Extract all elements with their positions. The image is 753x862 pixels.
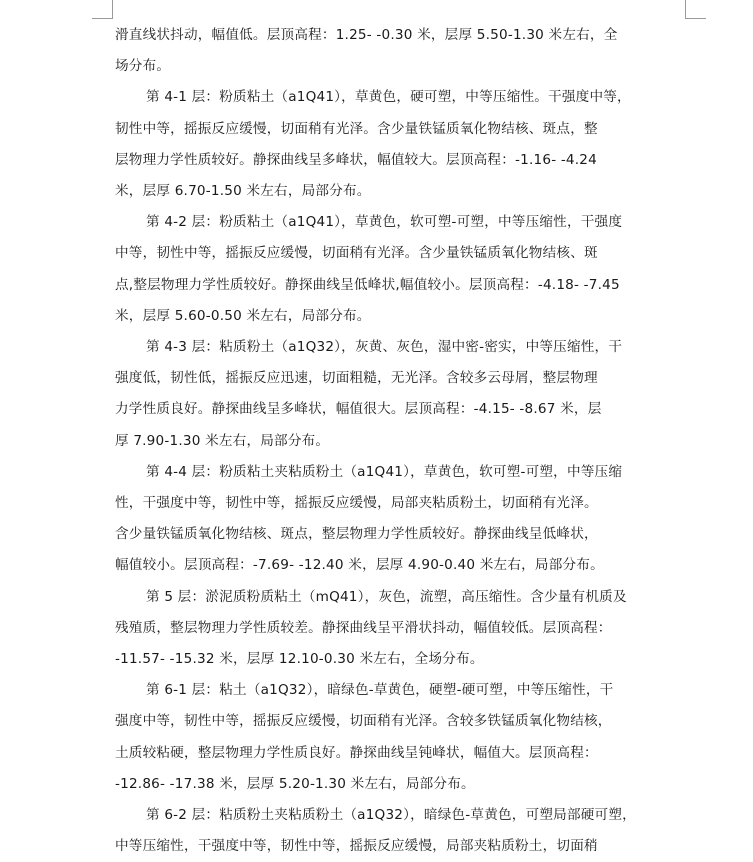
text-line: 第 6-2 层：粘质粉土夹粘质粉土（a1Q32），暗绿色-草黄色，可塑局部硬可塑， [146,807,636,824]
text-line: 第 4-3 层：粘质粉土（a1Q32），灰黄、灰色，湿中密-密实，中等压缩性，干 [146,339,623,356]
text-line: 滑直线状抖动，幅值低。层顶高程：1.25- -0.30 米，层厚 5.50-1.30 米左右，全 [115,27,618,43]
text-line: 性，干强度中等，韧性中等，摇振反应缓慢，局部夹粘质粉土，切面稍有光泽。 [115,495,598,512]
text-line: 中等，韧性中等，摇振反应缓慢，切面稍有光泽。含少量铁锰质氧化物结核、斑 [115,245,598,262]
paragraph [115,207,689,332]
text-line: 力学性质良好。静探曲线呈多峰状，幅值很大。层顶高程：-4.15- -8.67 米，层 [115,401,602,418]
text-line: 第 6-1 层：粘土（a1Q32），暗绿色-草黄色，硬塑-硬可塑，中等压缩性，干 [146,682,614,699]
text-line: 第 4-4 层：粉质粘土夹粘质粉土（a1Q41），草黄色，软可塑-可塑，中等压缩 [146,463,623,480]
text-line: 第 4-1 层：粉质粘土（a1Q41），草黄色，硬可塑，中等压缩性。干强度中等， [146,89,631,106]
text-line: 土质较粘硬，整层物理力学性质良好。静探曲线呈钝峰状，幅值大。层顶高程： [115,744,598,761]
paragraph [115,582,689,676]
text-line: 含少量铁锰质氧化物结核、斑点，整层物理力学性质较好。静探曲线呈低峰状， [115,526,598,543]
text-line: 幅值较小。层顶高程：-7.69- -12.40 米，层厚 4.90-0.40 米左右，局部分布。 [115,557,604,574]
paragraph [115,82,689,207]
text-line: 米，层厚 5.60-0.50 米左右，局部分布。 [115,307,371,324]
text-line: 场分布。 [115,58,171,75]
margin-corner-mark-left [92,0,113,19]
text-line: 中等压缩性，干强度中等，韧性中等，摇振反应缓慢，局部夹粘质粉土，切面稍 [115,838,598,855]
text-line: 强度低，韧性低，摇振反应迅速，切面粗糙，无光泽。含较多云母屑，整层物理 [115,370,598,387]
text-line: 点,整层物理力学性质较好。静探曲线呈低峰状,幅值较小。层顶高程：-4.18- -7.45 [115,276,620,293]
paragraph [115,332,689,457]
text-line: 米，层厚 6.70-1.50 米左右，局部分布。 [115,183,371,200]
text-line: 强度中等，韧性中等，摇振反应缓慢，切面稍有光泽。含较多铁锰质氧化物结核， [115,713,612,730]
paragraph [115,457,689,582]
text-line: -11.57- -15.32 米，层厚 12.10-0.30 米左右，全场分布。 [115,651,484,668]
paragraph [115,800,689,862]
margin-corner-mark-right [685,0,706,19]
text-line: 层物理力学性质较好。静探曲线呈多峰状，幅值较大。层顶高程：-1.16- -4.24 [115,151,597,168]
text-line: 第 5 层：淤泥质粉质粘土（mQ41），灰色，流塑，高压缩性。含少量有机质及 [146,588,627,605]
text-line: 韧性中等，摇振反应缓慢，切面稍有光泽。含少量铁锰质氧化物结核、斑点，整 [115,120,598,137]
text-line: 残殖质，整层物理力学性质较差。静探曲线呈平滑状抖动，幅值较低。层顶高程： [115,619,612,636]
paragraph [115,675,689,800]
text-line: -12.86- -17.38 米，层厚 5.20-1.30 米左右，局部分布。 [115,775,475,792]
paragraph [115,20,689,82]
document-body [115,20,689,862]
text-line: 第 4-2 层：粉质粘土（a1Q41），草黄色，软可塑-可塑，中等压缩性，干强度 [146,214,623,231]
text-line: 厚 7.90-1.30 米左右，局部分布。 [115,432,330,449]
